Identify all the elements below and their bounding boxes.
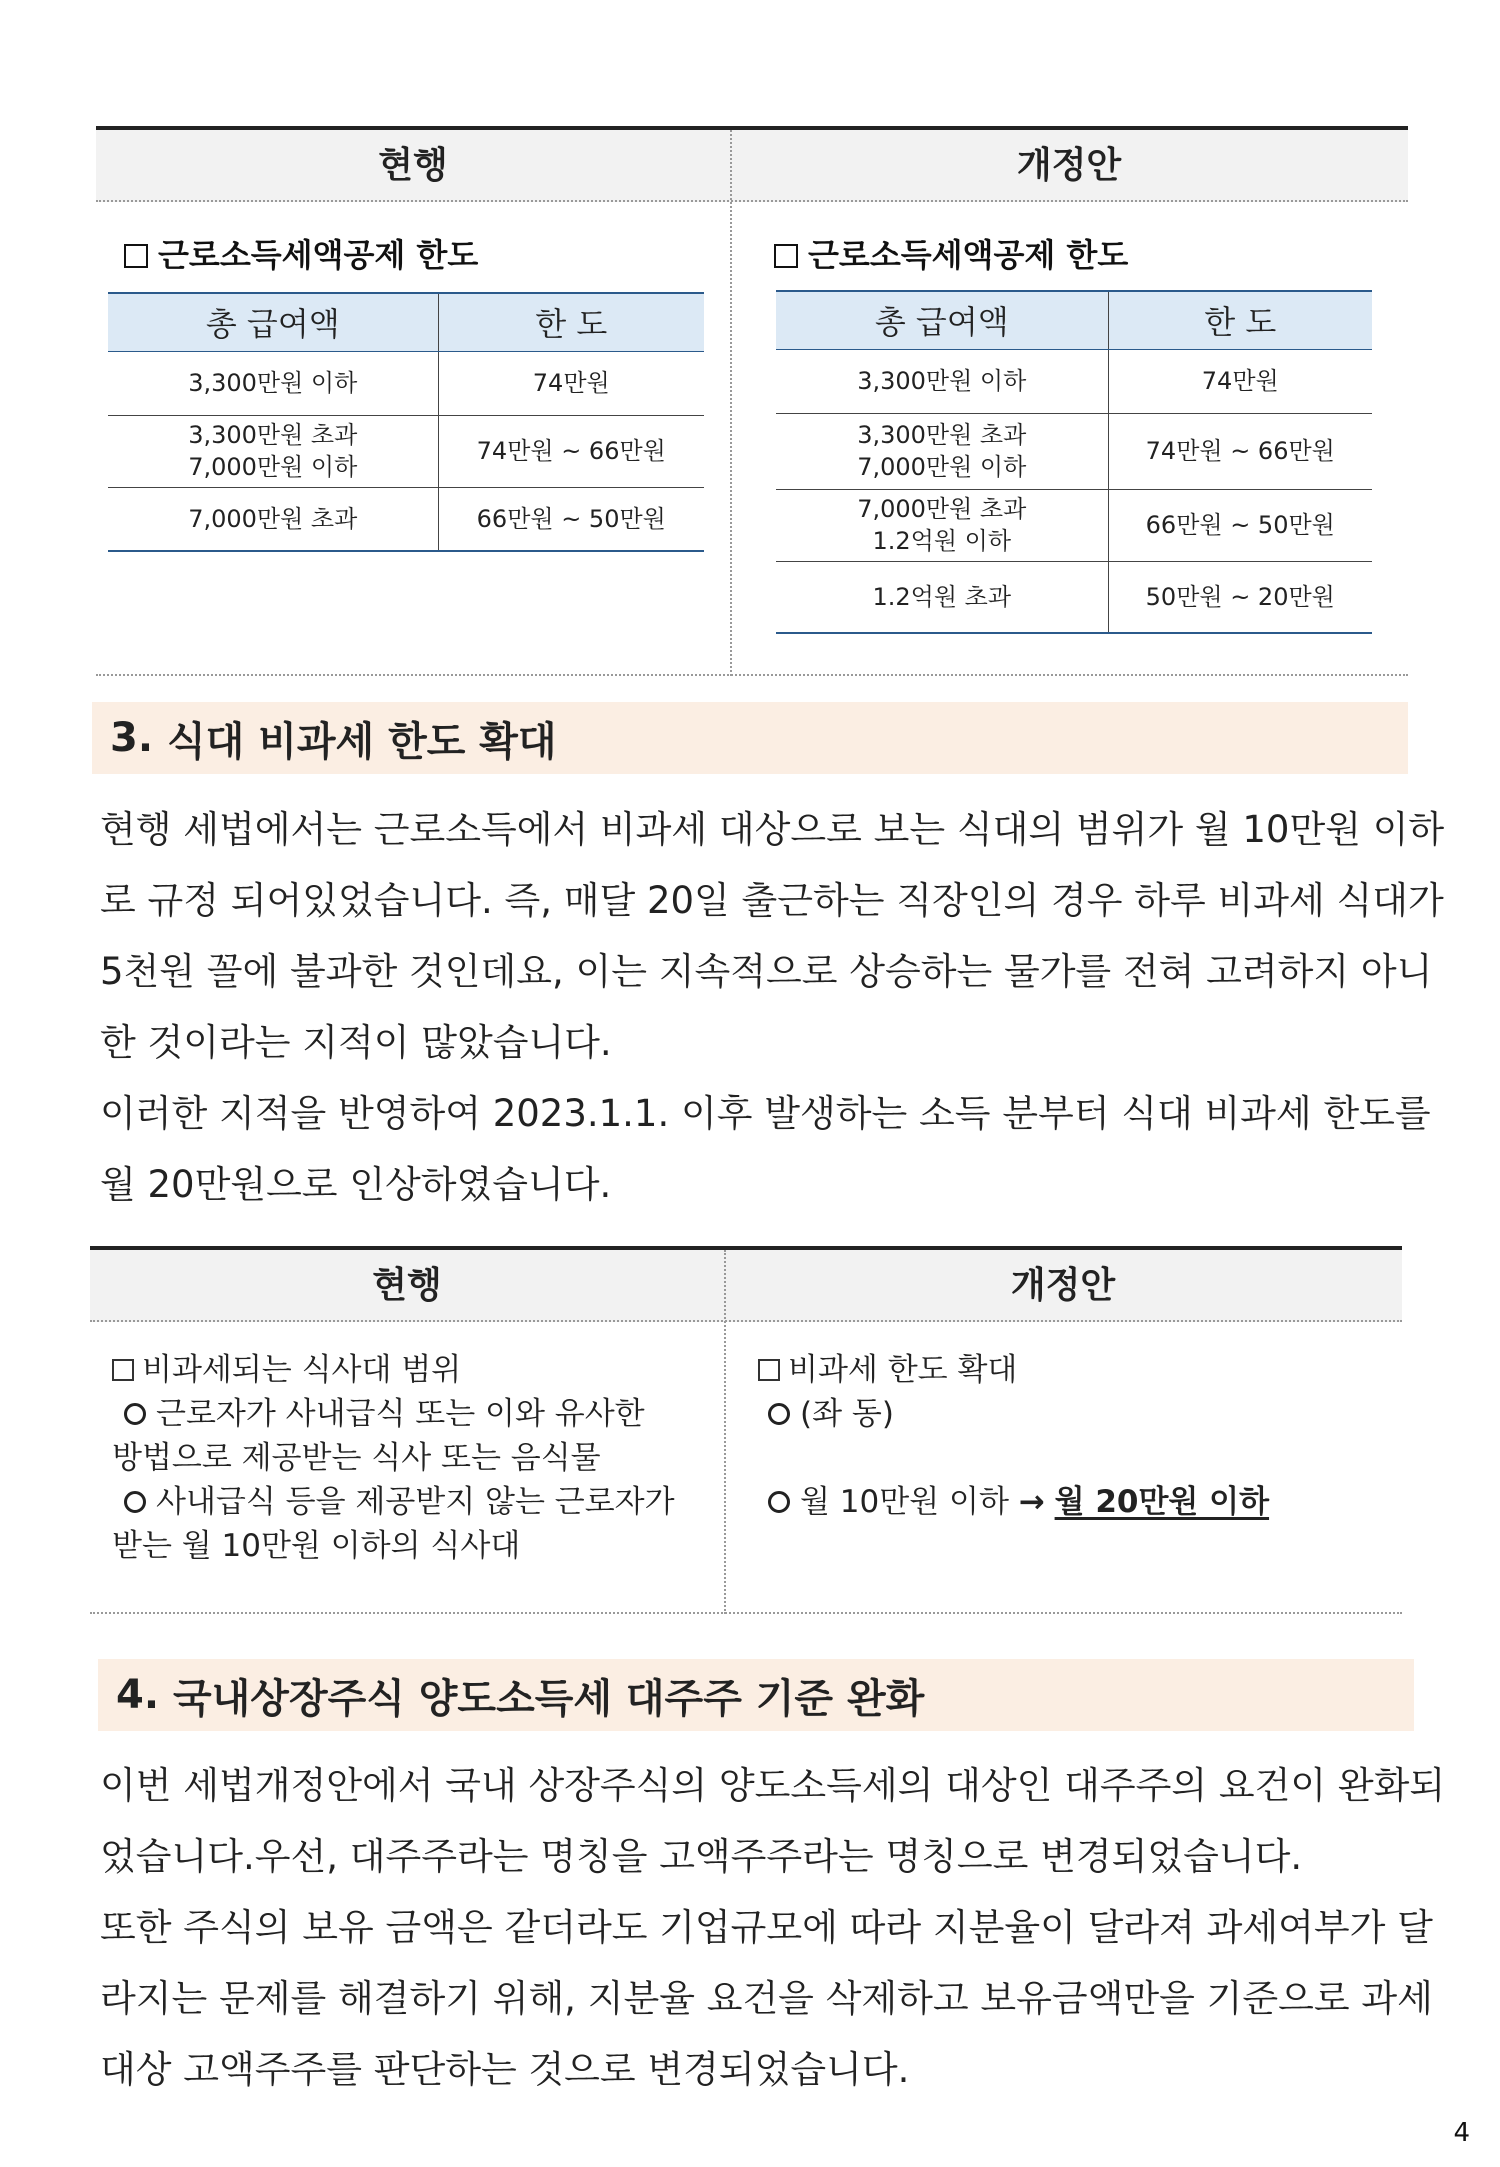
current-box-title [124,230,478,276]
paragraph-line: 대상 고액주주를 판단하는 것으로 변경되었습니다. [100,2048,910,2091]
limit-cell: 74만원 ~ 66만원 [438,415,704,487]
section-3-heading [92,702,1408,774]
paragraph-line: 5천원 꼴에 불과한 것인데요, 이는 지속적으로 상승하는 물가를 전혀 고려하지 아니 [100,950,1433,993]
current-box-title-text: 근로소득세액공제 한도 [158,236,479,274]
table-bottom-rule [90,1612,1402,1614]
limit-cell: 74만원 [438,351,704,415]
salary-cell: 3,300만원 초과 7,000만원 이하 [108,415,438,487]
paragraph-line: 이번 세법개정안에서 국내 상장주식의 양도소득세의 대상인 대주주의 요건이 완화되 [100,1764,1446,1807]
revised-limit-table [776,290,1372,634]
salary-cell: 1.2억원 초과 [776,561,1108,633]
salary-cell: 3,300만원 이하 [776,349,1108,413]
paragraph-line: 이러한 지적을 반영하여 2023.1.1. 이후 발생하는 소득 분부터 식대 비과세 한도를 [100,1092,1431,1135]
header-limit: 한 도 [1108,291,1372,349]
current-limit-table [108,292,704,552]
paragraph-line: 현행 세법에서는 근로소득에서 비과세 대상으로 보는 식대의 범위가 월 10만원 이하 [100,808,1445,851]
checkbox-square-icon [758,1359,780,1381]
column-header-revised: 개정안 [1010,1264,1116,1306]
bullet-circle-icon [124,1491,146,1513]
salary-cell: 7,000만원 초과 1.2억원 이하 [776,489,1108,561]
column-header-current: 현행 [372,1264,442,1306]
section-number: 3. [110,715,154,761]
limit-cell: 74만원 [1108,349,1372,413]
salary-cell: 3,300만원 이하 [108,351,438,415]
paragraph-line: 월 20만원으로 인상하였습니다. [100,1163,612,1206]
checkbox-square-icon [112,1359,134,1381]
page-number: 4 [1453,2118,1470,2148]
paragraph-line: 라지는 문제를 해결하기 위해, 지분율 요건을 삭제하고 보유금액만을 기준으로 과세 [100,1977,1433,2020]
limit-cell: 66만원 ~ 50만원 [438,487,704,551]
section-title: 국내상장주식 양도소득세 대주주 기준 완화 [173,1675,925,1722]
new-limit-highlight: 월 20만원 이하 [1054,1484,1270,1520]
section-number: 4. [116,1672,160,1718]
section-4-heading [98,1659,1414,1731]
salary-cell: 3,300만원 초과 7,000만원 이하 [776,413,1108,489]
limit-cell: 74만원 ~ 66만원 [1108,413,1372,489]
header-total-salary: 총 급여액 [108,293,438,351]
section-4-body [100,1750,1446,2105]
column-divider [730,130,732,676]
right-arrow-icon: → [1018,1484,1045,1520]
column-header-revised: 개정안 [1016,144,1122,186]
revised-box-title [774,230,1128,276]
paragraph-line: 었습니다.우선, 대주주라는 명칭을 고액주주라는 명칭으로 변경되었습니다. [100,1835,1303,1878]
limit-cell: 66만원 ~ 50만원 [1108,489,1372,561]
limit-cell: 50만원 ~ 20만원 [1108,561,1372,633]
revised-meal-rules: 비과세 한도 확대 (좌 동) 월 10만원 이하 → 월 20만원 이하 [758,1348,1269,1524]
column-divider [724,1250,726,1614]
checkbox-square-icon [124,244,148,268]
checkbox-square-icon [774,244,798,268]
bullet-circle-icon [124,1403,146,1425]
salary-cell: 7,000만원 초과 [108,487,438,551]
column-header-current: 현행 [378,144,448,186]
current-meal-rules: 비과세되는 식사대 범위 근로자가 사내급식 또는 이와 유사한 방법으로 제공받는 식사 또는 음식물 사내급식 등을 제공받지 않는 근로자가 받는 월 10만원 이하의 식사대 [112,1352,675,1564]
section-title: 식대 비과세 한도 확대 [167,718,557,765]
revised-box-title-text: 근로소득세액공제 한도 [808,236,1129,274]
bullet-circle-icon [768,1403,790,1425]
section-3-body [100,794,1445,1220]
paragraph-line: 한 것이라는 지적이 많았습니다. [100,1021,612,1064]
header-limit: 한 도 [438,293,704,351]
table-bottom-rule [96,674,1408,676]
paragraph-line: 또한 주식의 보유 금액은 같더라도 기업규모에 따라 지분율이 달라져 과세여부가 달 [100,1906,1433,1949]
bullet-circle-icon [768,1491,790,1513]
paragraph-line: 로 규정 되어있었습니다. 즉, 매달 20일 출근하는 직장인의 경우 하루 비과세 식대가 [100,879,1444,922]
header-total-salary: 총 급여액 [776,291,1108,349]
